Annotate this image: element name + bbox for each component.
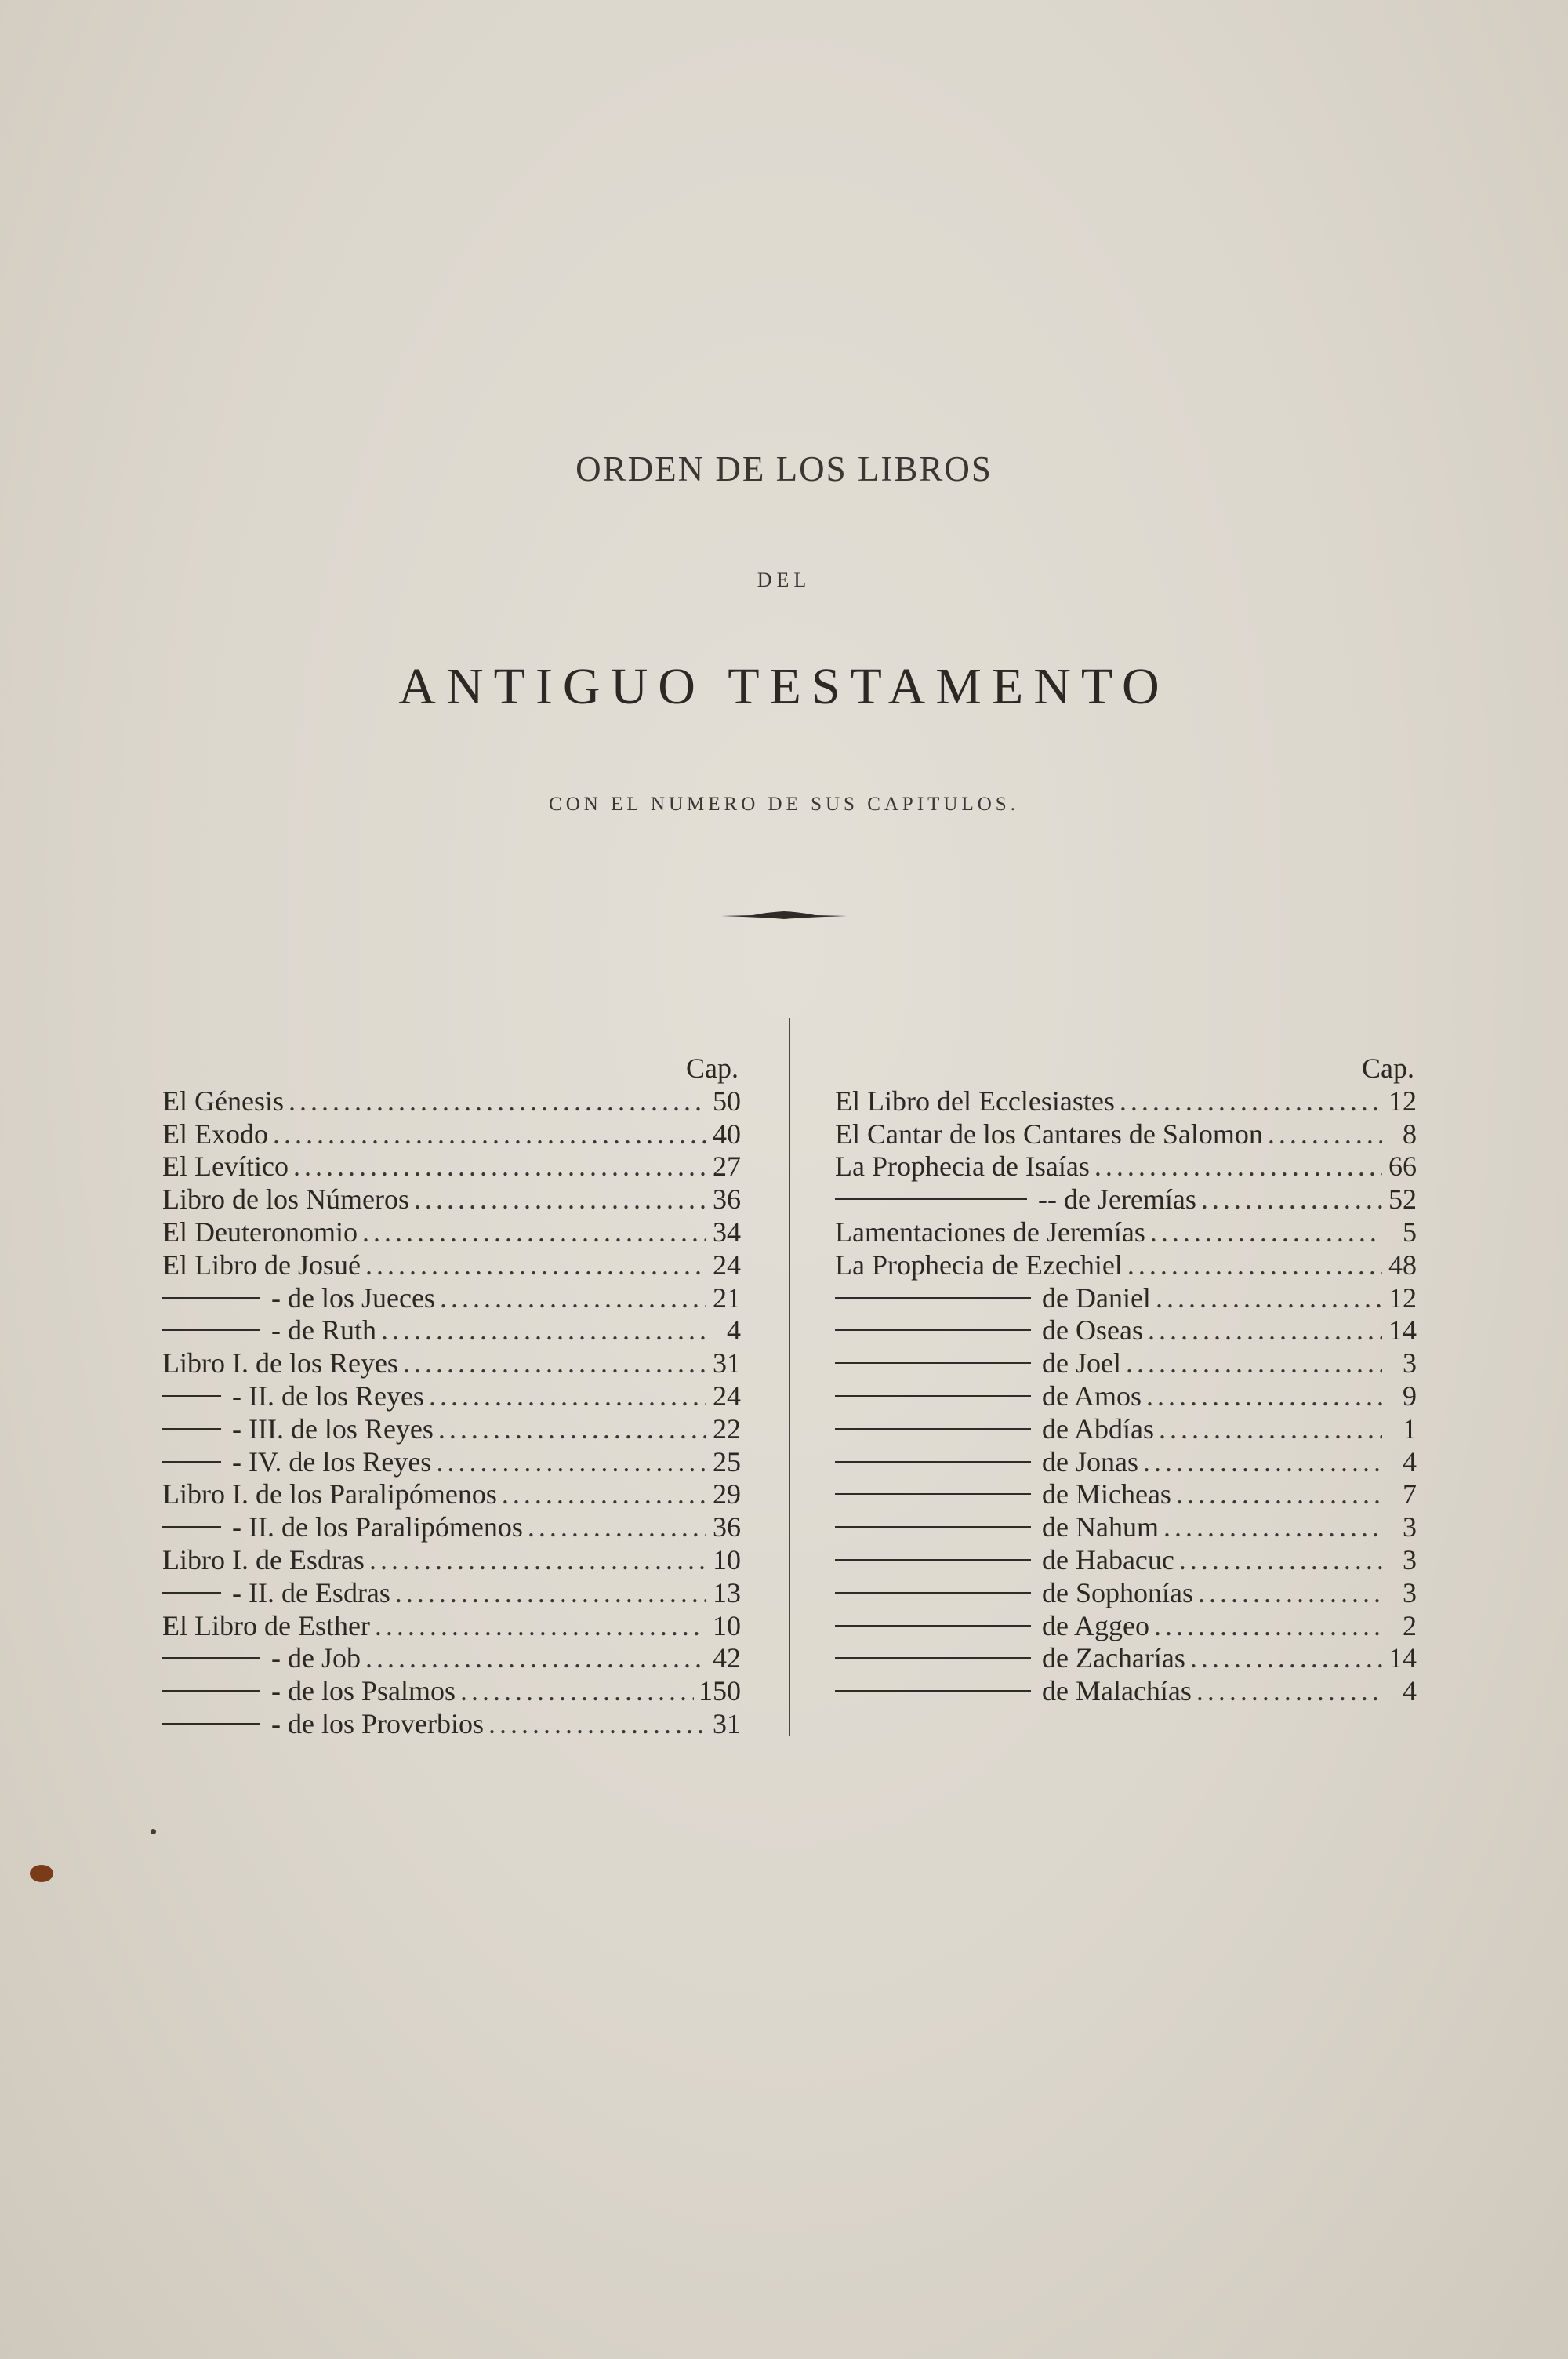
dot-leader [1190, 1642, 1382, 1675]
book-entry [162, 1478, 741, 1511]
book-title: El Cantar de los Cantares de Salomon [835, 1118, 1263, 1150]
book-title: - IV. de los Reyes [232, 1445, 432, 1478]
cap-header-left: Cap. [686, 1052, 739, 1084]
book-title: Libro de los Números [162, 1183, 409, 1216]
ditto-rule [835, 1592, 1031, 1594]
ditto-rule [835, 1461, 1031, 1463]
dot-leader [1150, 1216, 1382, 1249]
book-title: - de los Proverbios [271, 1707, 484, 1739]
book-title: de Jonas [1042, 1445, 1138, 1478]
book-entry [835, 1675, 1417, 1708]
chapter-count: 5 [1403, 1216, 1417, 1248]
book-entry [162, 1610, 741, 1643]
dot-leader [375, 1610, 706, 1643]
book-entry [835, 1249, 1417, 1282]
chapter-count: 3 [1403, 1347, 1417, 1379]
book-title: - de Ruth [271, 1314, 376, 1347]
ditto-rule [162, 1657, 260, 1659]
book-title: de Habacuc [1042, 1543, 1174, 1576]
dot-leader [440, 1282, 706, 1315]
paper-speck [151, 1829, 156, 1834]
dot-leader [1268, 1118, 1382, 1151]
chapter-count: 150 [699, 1675, 741, 1707]
dot-leader [403, 1347, 706, 1380]
chapter-count: 22 [713, 1412, 741, 1445]
dot-leader [1146, 1380, 1382, 1413]
book-title: - II. de los Paralipómenos [232, 1511, 523, 1543]
dot-leader [1154, 1610, 1382, 1643]
book-entry [162, 1183, 741, 1216]
ditto-rule [835, 1297, 1031, 1299]
book-entry [835, 1642, 1417, 1675]
ditto-rule [162, 1297, 260, 1299]
ditto-rule [835, 1362, 1031, 1364]
book-entry [835, 1511, 1417, 1544]
dot-leader [1196, 1675, 1382, 1708]
book-entry [162, 1511, 741, 1544]
book-entry [835, 1150, 1417, 1183]
book-entry [835, 1610, 1417, 1643]
chapter-count: 29 [713, 1478, 741, 1510]
book-title: - de Job [271, 1642, 361, 1674]
dot-leader [369, 1544, 706, 1577]
dot-leader [429, 1380, 706, 1413]
chapter-count: 1 [1403, 1412, 1417, 1445]
book-entry [835, 1282, 1417, 1315]
book-entry [835, 1314, 1417, 1347]
book-entry [835, 1577, 1417, 1610]
dot-leader [381, 1314, 706, 1347]
paper-stain [30, 1865, 53, 1882]
book-title: de Aggeo [1042, 1609, 1149, 1641]
chapter-count: 12 [1388, 1281, 1417, 1314]
book-entry [162, 1118, 741, 1151]
book-title: El Exodo [162, 1118, 268, 1150]
book-entry [835, 1478, 1417, 1511]
book-title: Libro I. de los Paralipómenos [162, 1478, 497, 1510]
book-title: El Deuteronomio [162, 1216, 358, 1248]
book-entry [162, 1249, 741, 1282]
book-entry [162, 1446, 741, 1479]
ditto-rule [835, 1690, 1031, 1692]
chapter-count: 40 [713, 1118, 741, 1150]
book-entry [162, 1314, 741, 1347]
dot-leader [395, 1577, 706, 1610]
book-entry [162, 1347, 741, 1380]
book-title: La Prophecia de Ezechiel [835, 1249, 1123, 1281]
chapter-count: 2 [1403, 1609, 1417, 1641]
heading-subtitle: CON EL NUMERO DE SUS CAPITULOS. [549, 794, 1019, 815]
dot-leader [1198, 1577, 1382, 1610]
book-entry [835, 1544, 1417, 1577]
chapter-count: 14 [1388, 1314, 1417, 1347]
dot-leader [1176, 1478, 1382, 1511]
book-title: - de los Psalmos [271, 1675, 456, 1707]
book-entry [835, 1446, 1417, 1479]
chapter-count: 66 [1388, 1150, 1417, 1183]
dot-leader [488, 1708, 706, 1741]
dot-leader [293, 1150, 706, 1183]
book-title: de Malachías [1042, 1675, 1192, 1707]
dot-leader [414, 1183, 706, 1216]
dot-leader [1127, 1249, 1382, 1282]
dot-leader [365, 1249, 706, 1282]
book-title: de Amos [1042, 1379, 1142, 1412]
heading-del: DEL [757, 569, 811, 591]
chapter-count: 10 [713, 1609, 741, 1641]
chapter-count: 25 [713, 1445, 741, 1478]
dot-leader [1148, 1314, 1382, 1347]
dot-leader [1201, 1183, 1382, 1216]
ditto-rule [162, 1690, 260, 1692]
book-title: -- de Jeremías [1038, 1183, 1196, 1216]
chapter-count: 3 [1403, 1511, 1417, 1543]
book-title: de Joel [1042, 1347, 1121, 1379]
book-title: El Libro de Esther [162, 1609, 370, 1641]
book-title: de Oseas [1042, 1314, 1143, 1347]
ditto-rule [835, 1395, 1031, 1397]
book-entry [835, 1380, 1417, 1413]
chapter-count: 8 [1403, 1118, 1417, 1150]
book-title: El Libro de Josué [162, 1249, 361, 1281]
dot-leader [362, 1216, 706, 1249]
ornament-rule-icon [721, 910, 847, 921]
chapter-count: 13 [713, 1576, 741, 1608]
chapter-count: 7 [1403, 1478, 1417, 1510]
chapter-count: 3 [1403, 1576, 1417, 1608]
chapter-count: 9 [1403, 1379, 1417, 1412]
book-title: El Levítico [162, 1150, 289, 1183]
column-divider [789, 1018, 790, 1736]
book-title: La Prophecia de Isaías [835, 1150, 1090, 1183]
chapter-count: 12 [1388, 1085, 1417, 1117]
chapter-count: 4 [1403, 1445, 1417, 1478]
chapter-count: 27 [713, 1150, 741, 1183]
ditto-rule [162, 1329, 260, 1331]
dot-leader [1143, 1446, 1382, 1479]
book-entry [835, 1183, 1417, 1216]
chapter-count: 4 [1403, 1675, 1417, 1707]
chapter-count: 10 [713, 1543, 741, 1576]
ditto-rule [835, 1657, 1031, 1659]
ditto-rule [162, 1526, 221, 1528]
right-book-list [835, 1085, 1417, 1708]
chapter-count: 52 [1388, 1183, 1417, 1216]
book-title: Lamentaciones de Jeremías [835, 1216, 1145, 1248]
book-title: de Daniel [1042, 1281, 1151, 1314]
book-title: - II. de los Reyes [232, 1379, 424, 1412]
heading-orden: ORDEN DE LOS LIBROS [575, 449, 993, 489]
dot-leader [1179, 1544, 1382, 1577]
right-column [835, 1052, 1417, 1708]
cap-header-right: Cap. [1362, 1052, 1414, 1084]
dot-leader [273, 1118, 706, 1151]
book-title: - II. de Esdras [232, 1576, 390, 1608]
chapter-count: 48 [1388, 1249, 1417, 1281]
chapter-count: 36 [713, 1511, 741, 1543]
dot-leader [528, 1511, 706, 1544]
ditto-rule [835, 1559, 1031, 1561]
book-entry [162, 1577, 741, 1610]
dot-leader [365, 1642, 706, 1675]
book-title: Libro I. de Esdras [162, 1543, 365, 1576]
ditto-rule [835, 1625, 1031, 1627]
chapter-count: 24 [713, 1379, 741, 1412]
chapter-count: 36 [713, 1183, 741, 1216]
book-entry [162, 1380, 741, 1413]
dot-leader [460, 1675, 694, 1708]
book-entry [162, 1413, 741, 1446]
ditto-rule [835, 1428, 1031, 1430]
ditto-rule [162, 1395, 221, 1397]
chapter-count: 42 [713, 1642, 741, 1674]
book-title: El Libro del Ecclesiastes [835, 1085, 1115, 1117]
chapter-count: 31 [713, 1347, 741, 1379]
dot-leader [1159, 1413, 1382, 1446]
book-title: - III. de los Reyes [232, 1412, 434, 1445]
book-entry [835, 1118, 1417, 1151]
left-column [162, 1052, 741, 1741]
ditto-rule [162, 1428, 221, 1430]
book-entry [162, 1216, 741, 1249]
left-book-list [162, 1085, 741, 1741]
ditto-rule [835, 1198, 1027, 1200]
book-title: de Nahum [1042, 1511, 1159, 1543]
dot-leader [1120, 1085, 1382, 1118]
book-entry [835, 1347, 1417, 1380]
ditto-rule [835, 1526, 1031, 1528]
chapter-count: 4 [727, 1314, 741, 1347]
book-title: Libro I. de los Reyes [162, 1347, 398, 1379]
book-entry [835, 1413, 1417, 1446]
chapter-count: 21 [713, 1281, 741, 1314]
ditto-rule [162, 1461, 221, 1463]
ditto-rule [835, 1329, 1031, 1331]
book-entry [162, 1282, 741, 1315]
book-title: de Abdías [1042, 1412, 1154, 1445]
chapter-count: 50 [713, 1085, 741, 1117]
chapter-count: 31 [713, 1707, 741, 1739]
chapter-count: 34 [713, 1216, 741, 1248]
book-title: de Zacharías [1042, 1642, 1185, 1674]
book-entry [162, 1708, 741, 1741]
book-title: de Sophonías [1042, 1576, 1193, 1608]
ditto-rule [835, 1493, 1031, 1495]
book-entry [162, 1085, 741, 1118]
heading-antiguo-testamento: ANTIGUO TESTAMENTO [398, 658, 1170, 715]
book-title: - de los Jueces [271, 1281, 435, 1314]
book-title: de Micheas [1042, 1478, 1171, 1510]
dot-leader [438, 1413, 706, 1446]
chapter-count: 24 [713, 1249, 741, 1281]
chapter-count: 3 [1403, 1543, 1417, 1576]
dot-leader [436, 1446, 706, 1479]
book-entry [835, 1085, 1417, 1118]
chapter-count: 14 [1388, 1642, 1417, 1674]
dot-leader [1094, 1150, 1382, 1183]
dot-leader [289, 1085, 706, 1118]
book-entry [162, 1642, 741, 1675]
book-entry [835, 1216, 1417, 1249]
dot-leader [1126, 1347, 1382, 1380]
dot-leader [1163, 1511, 1382, 1544]
book-title: El Génesis [162, 1085, 284, 1117]
book-entry [162, 1544, 741, 1577]
book-entry [162, 1675, 741, 1708]
ditto-rule [162, 1723, 260, 1725]
dot-leader [1156, 1282, 1382, 1315]
dot-leader [502, 1478, 706, 1511]
ditto-rule [162, 1592, 221, 1594]
book-entry [162, 1150, 741, 1183]
